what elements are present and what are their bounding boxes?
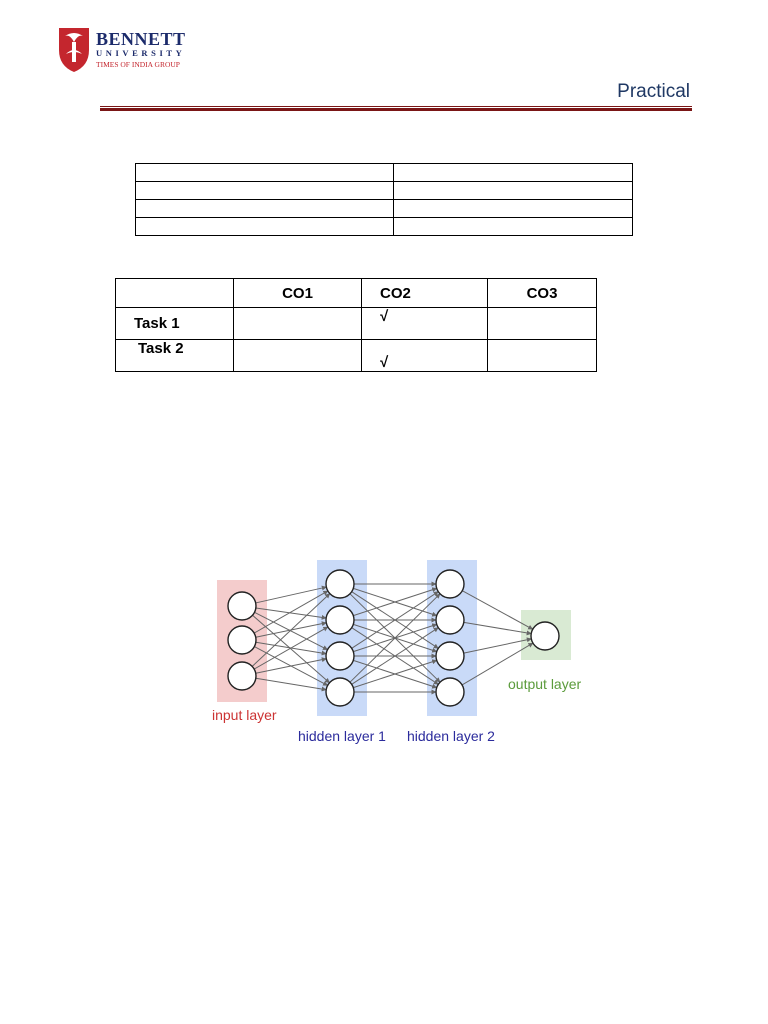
neuron-node: [436, 678, 464, 706]
output-layer-label: output layer: [508, 676, 582, 692]
co2-check-cell: √: [362, 308, 488, 340]
co3-cell: [488, 308, 597, 340]
logo-name: BENNETT: [96, 29, 186, 49]
header-rule-thick: [100, 108, 692, 111]
logo-subtitle: UNIVERSITY: [96, 48, 186, 58]
header-cell-empty: [116, 279, 234, 308]
table-row: [136, 182, 633, 200]
table-row: [136, 200, 633, 218]
neuron-node: [436, 570, 464, 598]
neuron-node: [326, 570, 354, 598]
table-cell: [136, 218, 394, 236]
table-row: [116, 308, 597, 340]
table-cell: [136, 182, 394, 200]
neuron-node: [531, 622, 559, 650]
neuron-node: [326, 678, 354, 706]
header-cell-co3: CO3: [488, 279, 597, 308]
logo-group: TIMES OF INDIA GROUP: [96, 60, 180, 69]
table-row: [136, 218, 633, 236]
co3-cell: [488, 340, 597, 372]
table-cell: [136, 200, 394, 218]
table-cell: [394, 218, 633, 236]
table-row: [116, 340, 597, 372]
table-cell: [136, 164, 394, 182]
hidden-layer-1-label: hidden layer 1: [298, 728, 386, 744]
header-cell-co1: CO1: [234, 279, 362, 308]
neuron-node: [228, 592, 256, 620]
info-table: [135, 163, 633, 236]
neuron-node: [326, 606, 354, 634]
hidden-layer-2-label: hidden layer 2: [407, 728, 495, 744]
header-cell-co2: CO2: [362, 279, 488, 308]
neuron-node: [436, 642, 464, 670]
co2-check-cell: √: [362, 340, 488, 372]
university-crest-icon: [56, 24, 92, 74]
table-cell: [394, 164, 633, 182]
table-cell: [394, 200, 633, 218]
neuron-node: [228, 662, 256, 690]
neural-network-diagram: [200, 552, 600, 757]
task-label: Task 1: [116, 308, 234, 340]
task-label: Task 2: [116, 340, 234, 372]
neural-network-svg: [200, 552, 600, 752]
co1-cell: [234, 340, 362, 372]
neuron-node: [326, 642, 354, 670]
neuron-node: [228, 626, 256, 654]
neuron-node: [436, 606, 464, 634]
co1-cell: [234, 308, 362, 340]
table-cell: [394, 182, 633, 200]
course-outcome-table: [115, 278, 597, 372]
table-row: [136, 164, 633, 182]
input-layer-label: input layer: [212, 707, 277, 723]
table-header-row: [116, 279, 597, 308]
header-rule-thin: [100, 106, 692, 107]
university-logo: [56, 24, 196, 78]
page-header-label: Practical: [617, 81, 690, 102]
